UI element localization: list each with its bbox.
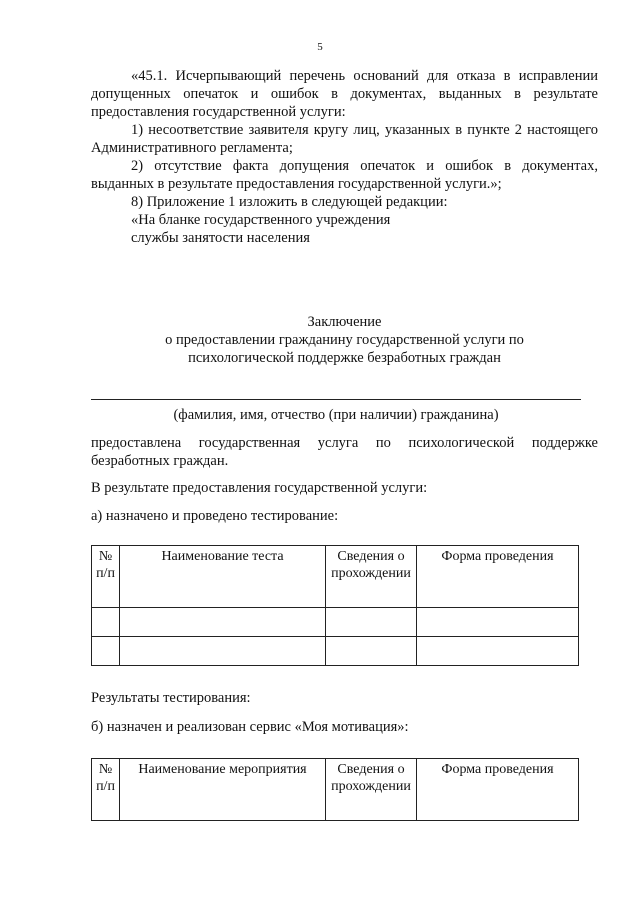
table-cell <box>120 608 326 637</box>
test-results-label: Результаты тестирования: <box>91 690 251 706</box>
paragraph-45-1: «45.1. Исчерпывающий перечень оснований для отказа в исправлении допущенных опечаток и ошибок в документах, выданных в результате предоставления государственной услуги: <box>91 68 598 120</box>
conclusion-subtitle-line-2: психологической поддержке безработных граждан <box>188 350 501 366</box>
testing-table <box>91 545 579 666</box>
citizen-name-line <box>91 399 581 400</box>
section-a-label: а) назначено и проведено тестирование: <box>91 508 339 524</box>
table-header-row <box>92 759 579 821</box>
table-cell <box>92 608 120 637</box>
table-cell <box>417 608 579 637</box>
header-completion-info: Сведения о прохождении <box>326 759 417 821</box>
paragraph-item-2: 2) отсутствие факта допущения опечаток и ошибок в документах, выданных в результате предоставления государственной услуги.»; <box>91 158 598 192</box>
table-cell <box>326 608 417 637</box>
citizen-name-caption: (фамилия, имя, отчество (при наличии) гражданина) <box>173 407 499 423</box>
header-event-name: Наименование мероприятия <box>120 759 326 821</box>
result-heading: В результате предоставления государственной услуги: <box>91 480 428 496</box>
table-cell <box>120 637 326 666</box>
table-header-row <box>92 546 579 608</box>
header-number: № п/п <box>92 759 120 821</box>
section-b-label: б) назначен и реализован сервис «Моя мотивация»: <box>91 719 409 735</box>
conclusion-subtitle-line-1: о предоставлении гражданину государственной услуги по <box>165 332 524 348</box>
table-cell <box>92 637 120 666</box>
letterhead-line-1: «На бланке государственного учреждения <box>131 212 391 228</box>
header-form: Форма проведения <box>417 759 579 821</box>
header-form: Форма проведения <box>417 546 579 608</box>
page-number: 5 <box>317 41 323 53</box>
table-cell <box>417 637 579 666</box>
table-row <box>92 608 579 637</box>
motivation-table <box>91 758 579 821</box>
table-row <box>92 637 579 666</box>
paragraph-item-8: 8) Приложение 1 изложить в следующей редакции: <box>131 194 448 210</box>
letterhead-line-2: службы занятости населения <box>131 230 310 246</box>
header-number: № п/п <box>92 546 120 608</box>
service-provided-text: предоставлена государственная услуга по психологической поддержке безработных граждан. <box>91 435 598 469</box>
header-test-name: Наименование теста <box>120 546 326 608</box>
conclusion-title: Заключение <box>307 314 382 330</box>
table-cell <box>326 637 417 666</box>
paragraph-item-1: 1) несоответствие заявителя кругу лиц, указанных в пункте 2 настоящего Административного регламента; <box>91 122 598 156</box>
header-completion-info: Сведения о прохождении <box>326 546 417 608</box>
